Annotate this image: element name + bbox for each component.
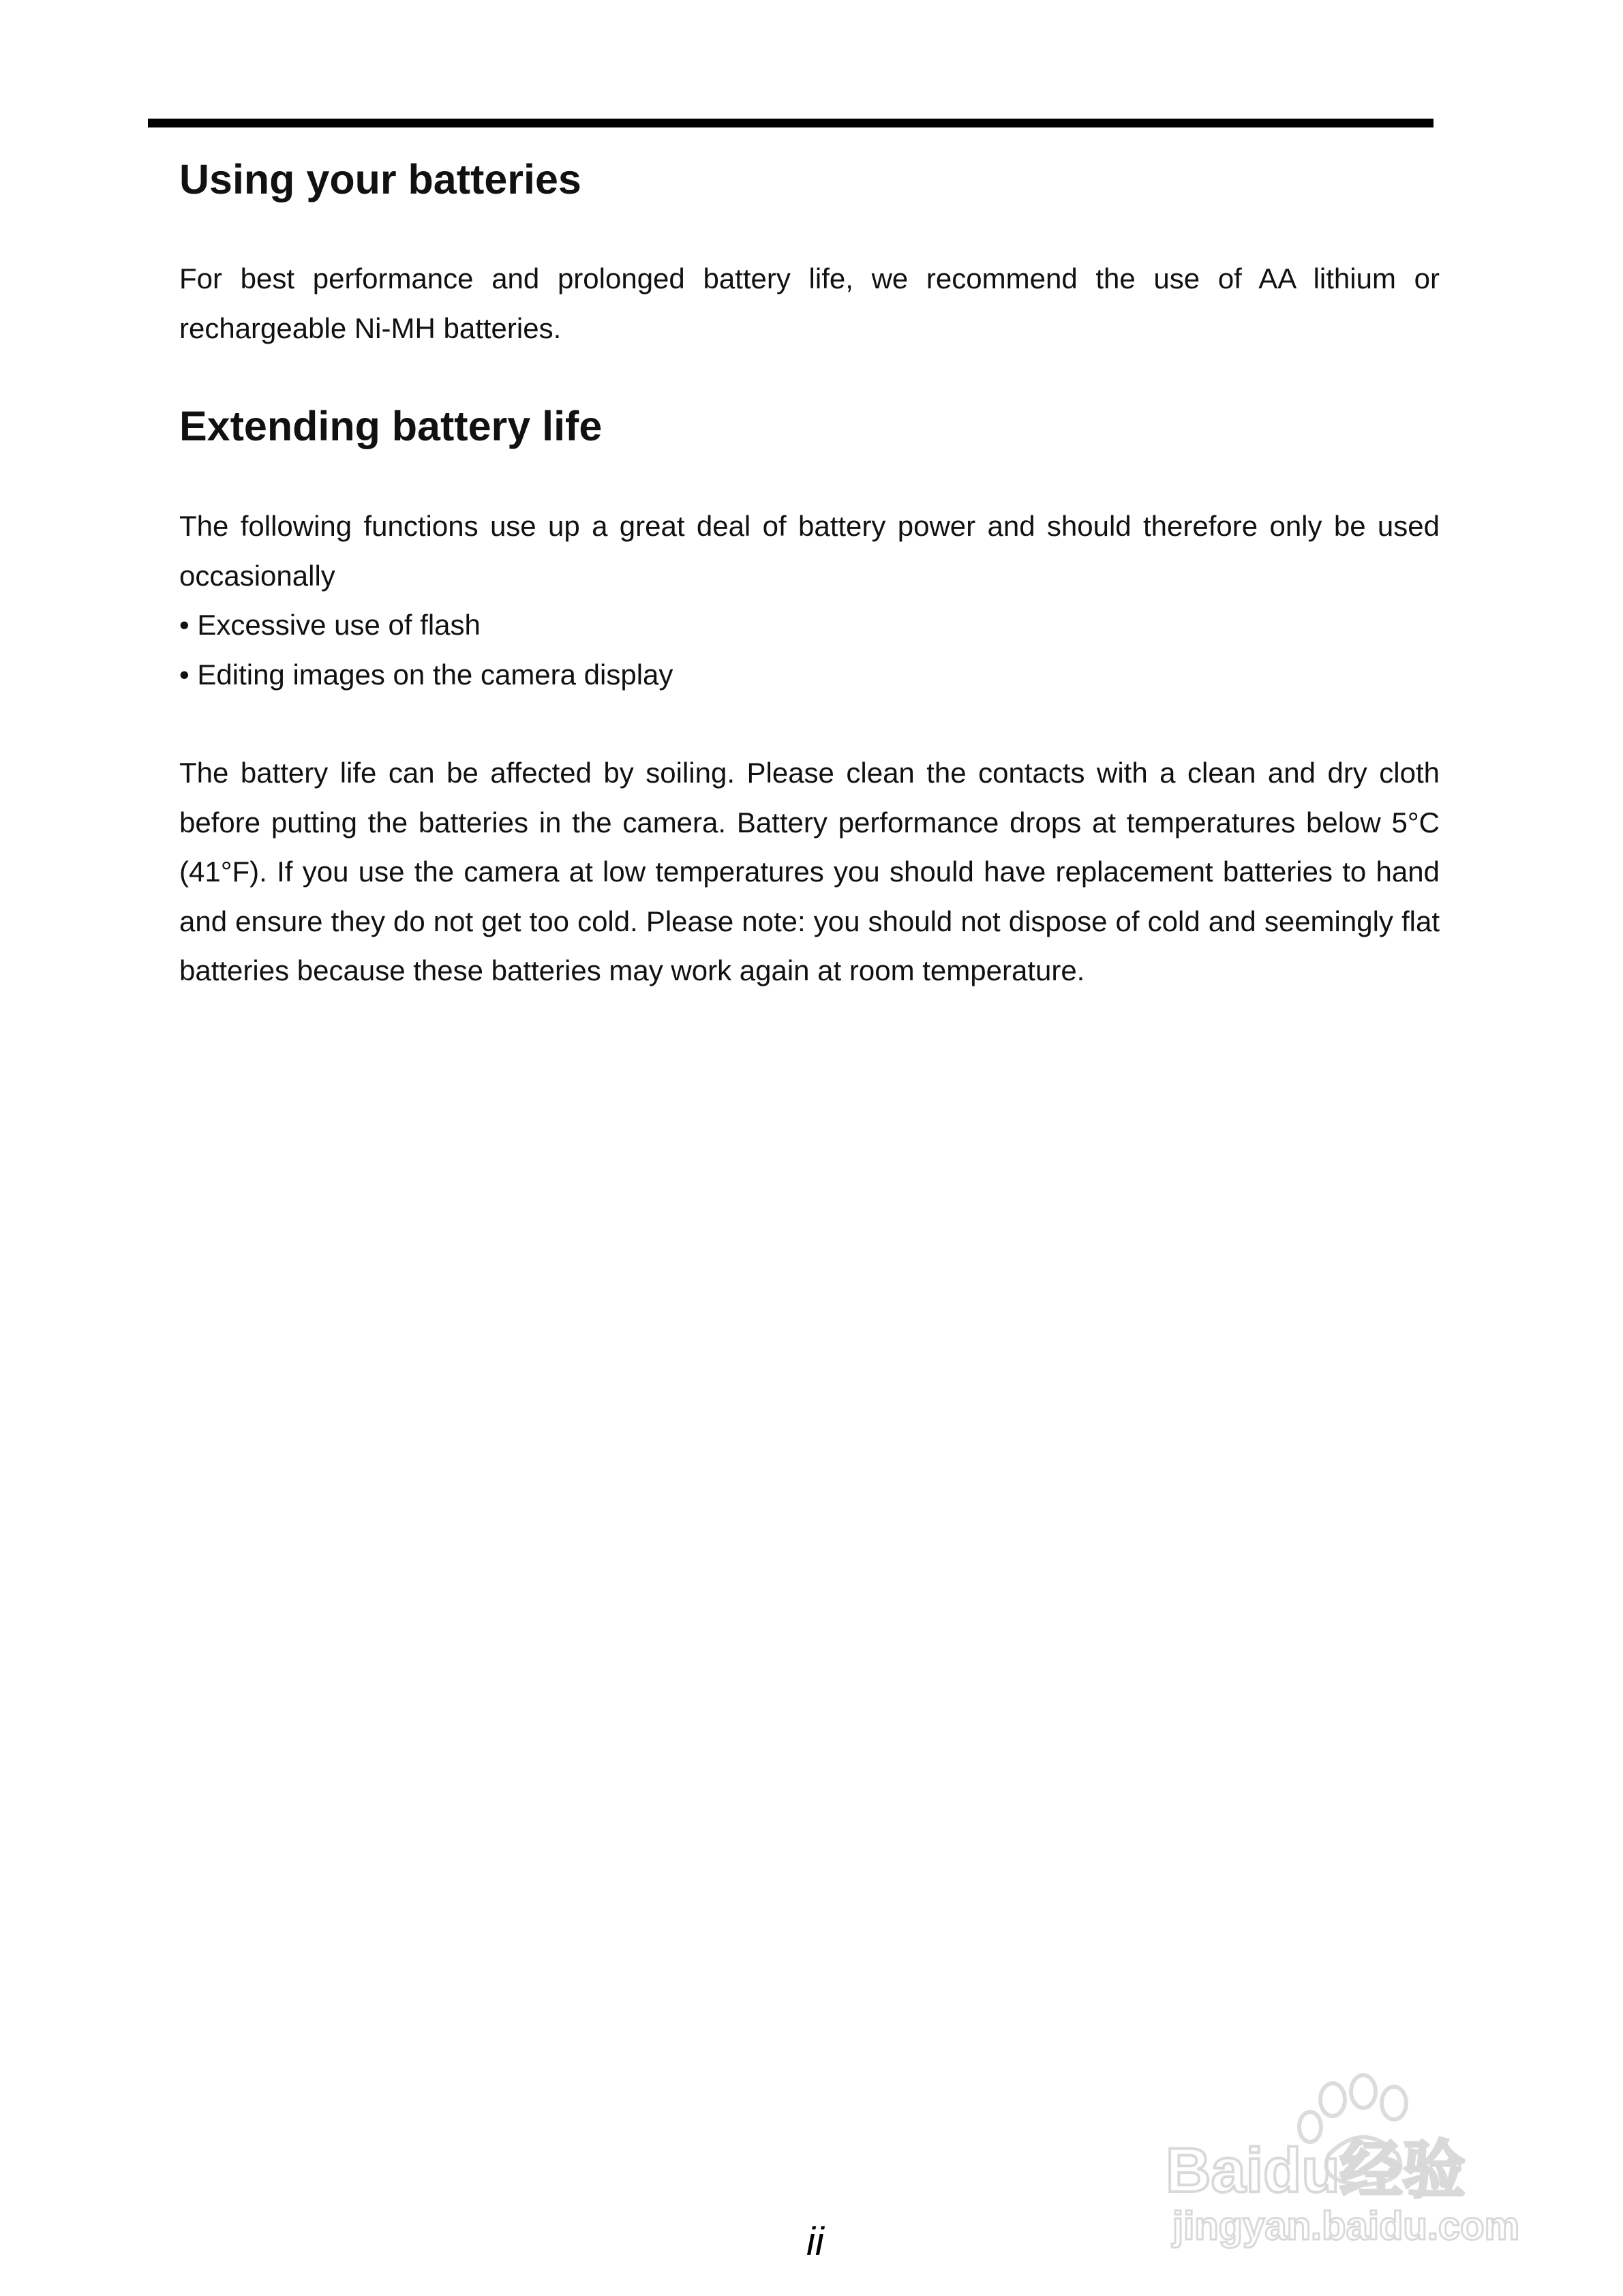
section-using-batteries <box>179 149 1440 210</box>
baidu-jingyan-watermark <box>1159 2072 1541 2250</box>
watermark-url-text: jingyan.baidu.com <box>1172 2204 1520 2248</box>
page-number: ii <box>806 2220 824 2264</box>
section-extending-body <box>179 749 1440 996</box>
bullet-list <box>179 601 1440 699</box>
section-extending-battery-life <box>179 395 1440 457</box>
watermark-brand-text: Baidu经验 <box>1166 2136 1466 2205</box>
section-using-batteries-body <box>179 254 1440 353</box>
list-item: • Editing images on the camera display <box>179 658 673 691</box>
top-horizontal-rule <box>148 119 1434 127</box>
list-item: • Excessive use of flash <box>179 609 481 641</box>
paragraph-battery-care: The battery life can be affected by soiling. Please clean the contacts with a clean and dry cloth before putting the batteries in the camera. Battery performance drops at temperatures below 5°C (41°F). If you use the camera at low temperatures you should have replacement batteries to hand and ensure they do not get too cold. Please note: you should not dispose of cold and seemingly flat batteries because these batteries may work again at room temperature. <box>179 757 1440 986</box>
paragraph-battery-recommendation: For best performance and prolonged battery life, we recommend the use of AA lithium or rechargeable Ni-MH batteries. <box>179 262 1440 344</box>
section-heading-using-batteries: Using your batteries <box>179 156 581 202</box>
section-heading-extending-battery-life: Extending battery life <box>179 403 603 449</box>
paragraph-power-functions: The following functions use up a great deal of battery power and should therefore only be used occasionally <box>179 510 1440 592</box>
section-extending-intro <box>179 502 1440 601</box>
